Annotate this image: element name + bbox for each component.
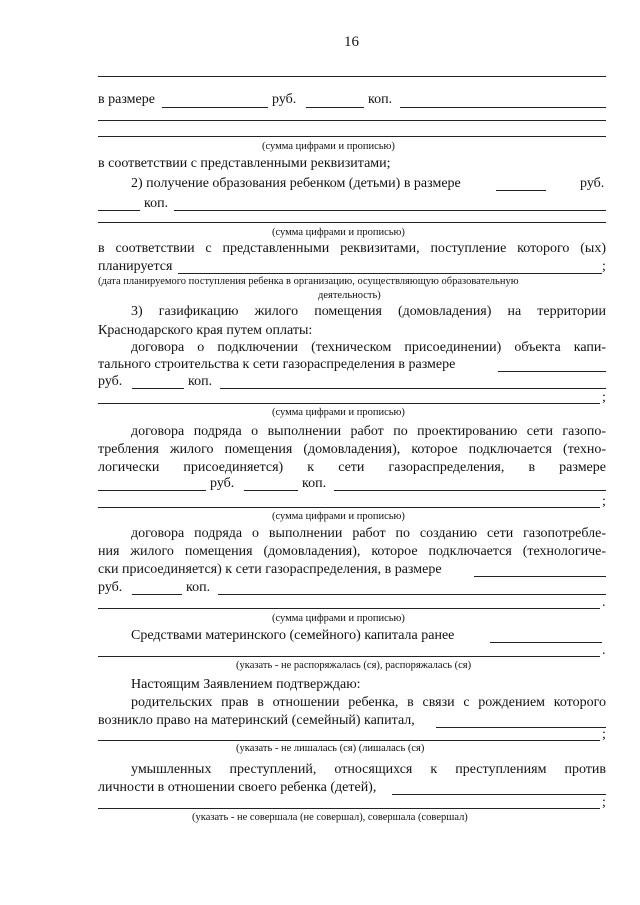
- kop-label: коп.: [186, 580, 211, 595]
- crimes-field[interactable]: [392, 794, 606, 795]
- text-line: тального строительства к сети газораспределения в размере: [98, 357, 456, 372]
- text-line: в соответствии с представленными реквизитами, поступление которого (ых): [98, 241, 606, 256]
- text-line: договора подряда о выполнении работ по созданию сети газопотребле-: [131, 526, 606, 541]
- caption-date-cont: деятельность): [318, 290, 381, 301]
- text-line: Настоящим Заявлением подтверждаю:: [131, 677, 361, 692]
- semicolon: ;: [602, 727, 606, 742]
- text-line: родительских прав в отношении ребенка, в связи с рождением которого: [131, 695, 606, 710]
- contract2-rub-field[interactable]: [98, 490, 206, 491]
- semicolon: ;: [602, 390, 606, 405]
- contract2-words-field[interactable]: [334, 490, 606, 491]
- blank-line[interactable]: [98, 507, 600, 508]
- text-line: ния жилого помещения (домовладения), которое подключается (технологиче-: [98, 544, 606, 559]
- amount-rub-field[interactable]: [162, 107, 268, 108]
- contract3-amount-field[interactable]: [474, 576, 606, 577]
- rub-label: руб.: [210, 476, 235, 491]
- edu-kop-field[interactable]: [98, 210, 140, 211]
- rub-label: руб.: [580, 176, 605, 191]
- text-line: в соответствии с представленными реквизитами;: [98, 156, 391, 171]
- text-line: требления жилого помещения (домовладения), которое подключается (техно-: [98, 442, 606, 457]
- blank-line[interactable]: [98, 403, 600, 404]
- contract1-words-field[interactable]: [220, 388, 606, 389]
- rub-label: руб.: [272, 92, 297, 107]
- text-line: планируется: [98, 259, 173, 274]
- blank-line[interactable]: [98, 740, 600, 741]
- text-line: 3) газификацию жилого помещения (домовладения) на территории: [131, 304, 606, 319]
- text-line: 2) получение образования ребенком (детьми) в размере: [131, 176, 461, 191]
- rub-label: руб.: [98, 580, 123, 595]
- page-number: 16: [344, 34, 359, 50]
- blank-line[interactable]: [98, 808, 600, 809]
- edu-rub-field[interactable]: [496, 190, 546, 191]
- text-line: ски присоединяется) к сети газораспределения, в размере: [98, 562, 442, 577]
- caption-sum: (сумма цифрами и прописью): [272, 227, 405, 238]
- plan-date-field[interactable]: [178, 273, 602, 274]
- caption-committed: (указать - не совершала (не совершал), совершала (совершал): [192, 812, 468, 823]
- period: .: [602, 643, 606, 658]
- text-line: договора о подключении (техническом присоединении) объекта капи-: [131, 340, 606, 355]
- contract1-amount-field[interactable]: [498, 371, 606, 372]
- text-line: логически присоединяется) к сети газораспределения, в размере: [98, 460, 606, 475]
- blank-line[interactable]: [98, 136, 606, 137]
- kop-label: коп.: [368, 92, 393, 107]
- contract3-words-field[interactable]: [218, 594, 606, 595]
- rights-field[interactable]: [436, 727, 606, 728]
- semicolon: ;: [602, 795, 606, 810]
- period: .: [602, 595, 606, 610]
- kop-label: коп.: [188, 374, 213, 389]
- semicolon: ;: [602, 259, 606, 274]
- caption-sum: (сумма цифрами и прописью): [262, 141, 395, 152]
- caption-sum: (сумма цифрами и прописью): [272, 511, 405, 522]
- capital-field[interactable]: [490, 642, 602, 643]
- contract1-rub-field[interactable]: [132, 388, 184, 389]
- kop-label: коп.: [302, 476, 327, 491]
- rub-label: руб.: [98, 374, 123, 389]
- blank-line[interactable]: [98, 120, 606, 121]
- blank-line[interactable]: [98, 608, 600, 609]
- text-line: Краснодарского края путем оплаты:: [98, 323, 313, 338]
- text-line: Средствами материнского (семейного) капитала ранее: [131, 628, 455, 643]
- caption-sum: (сумма цифрами и прописью): [272, 407, 405, 418]
- contract2-kop-field[interactable]: [244, 490, 298, 491]
- blank-line[interactable]: [98, 76, 606, 77]
- semicolon: ;: [602, 494, 606, 509]
- text-line: умышленных преступлений, относящихся к преступлениям против: [131, 762, 606, 777]
- caption-deprived: (указать - не лишалась (ся) (лишалась (ся): [236, 743, 425, 754]
- amount-kop-field[interactable]: [306, 107, 364, 108]
- amount-words-field[interactable]: [400, 107, 606, 108]
- caption-date: (дата планируемого поступления ребенка в организацию, осуществляющую образовательную: [98, 276, 519, 287]
- caption-sum: (сумма цифрами и прописью): [272, 613, 405, 624]
- edu-words-field[interactable]: [174, 210, 606, 211]
- blank-line[interactable]: [98, 222, 606, 223]
- text-line: договора подряда о выполнении работ по проектированию сети газопо-: [131, 424, 606, 439]
- caption-dispose: (указать - не распоряжалась (ся), распоряжалась (ся): [236, 660, 472, 671]
- contract3-rub-field[interactable]: [132, 594, 182, 595]
- kop-label: коп.: [144, 196, 169, 211]
- text-amount-label: в размере: [98, 92, 155, 107]
- text-line: личности в отношении своего ребенка (детей),: [98, 780, 377, 795]
- text-line: возникло право на материнский (семейный) капитал,: [98, 713, 415, 728]
- blank-line[interactable]: [98, 656, 600, 657]
